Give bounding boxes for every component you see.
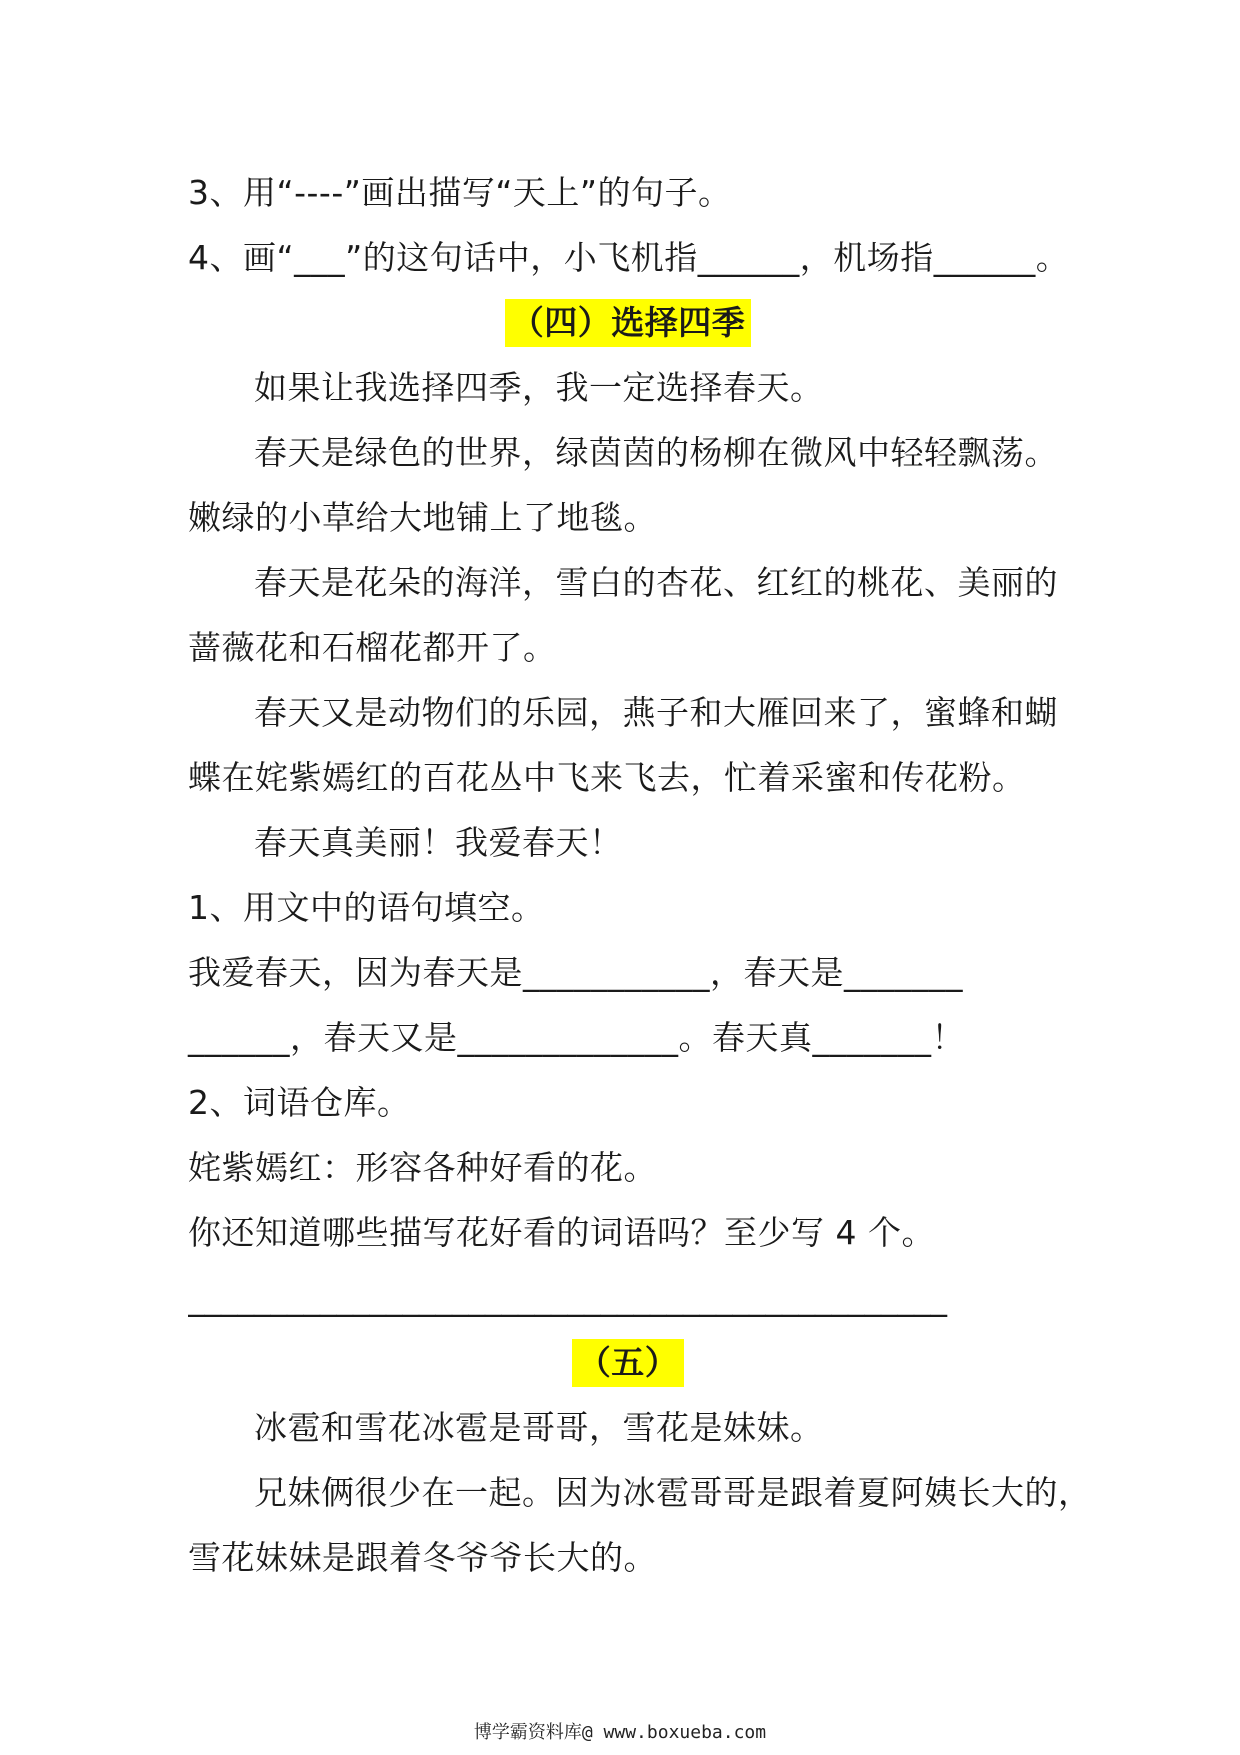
question-3: 3、用“----”画出描写“天上”的句子。 — [188, 173, 732, 212]
question-1: 1、用文中的语句填空。 — [188, 888, 545, 927]
question-4: 4、画“___”的这句话中，小飞机指______，机场指______。 — [188, 238, 1070, 277]
answer-line: ______________________________________________ — [188, 1278, 947, 1317]
paragraph-3-line-2: 蔷薇花和石榴花都开了。 — [188, 628, 557, 667]
paragraph-4-line-1: 春天又是动物们的乐园，燕子和大雁回来了，蜜蜂和蝴 — [254, 693, 1058, 732]
section-title-5-text: （五） — [572, 1339, 685, 1387]
document-body — [188, 160, 1092, 1590]
word-definition: 姹紫嫣红：形容各种好看的花。 — [188, 1148, 657, 1187]
paragraph-1: 如果让我选择四季，我一定选择春天。 — [254, 368, 824, 407]
section-title-4 — [188, 290, 1068, 355]
footer-watermark: 博学霸资料库@ www.boxueba.com — [473, 1722, 767, 1743]
story-line-1: 冰雹和雪花冰雹是哥哥，雪花是妹妹。 — [254, 1408, 824, 1447]
paragraph-5: 春天真美丽！我爱春天！ — [254, 823, 623, 862]
word-question: 你还知道哪些描写花好看的词语吗？至少写 4 个。 — [188, 1213, 935, 1252]
paragraph-2-line-2: 嫩绿的小草给大地铺上了地毯。 — [188, 498, 657, 537]
story-line-3: 雪花妹妹是跟着冬爷爷长大的。 — [188, 1538, 657, 1577]
story-line-2: 兄妹俩很少在一起。因为冰雹哥哥是跟着夏阿姨长大的， — [254, 1473, 1092, 1512]
section-title-5 — [188, 1330, 1068, 1395]
paragraph-4-line-2: 蝶在姹紫嫣红的百花丛中飞来飞去，忙着采蜜和传花粉。 — [188, 758, 1026, 797]
fill-blank-line-2: ______，春天又是_____________。春天真_______！ — [188, 1018, 965, 1057]
fill-blank-line-1: 我爱春天，因为春天是___________，春天是_______ — [188, 953, 963, 992]
paragraph-2-line-1: 春天是绿色的世界，绿茵茵的杨柳在微风中轻轻飘荡。 — [254, 433, 1058, 472]
section-title-4-text: （四）选择四季 — [505, 299, 752, 347]
paragraph-3-line-1: 春天是花朵的海洋，雪白的杏花、红红的桃花、美丽的 — [254, 563, 1058, 602]
question-2: 2、词语仓库。 — [188, 1083, 411, 1122]
